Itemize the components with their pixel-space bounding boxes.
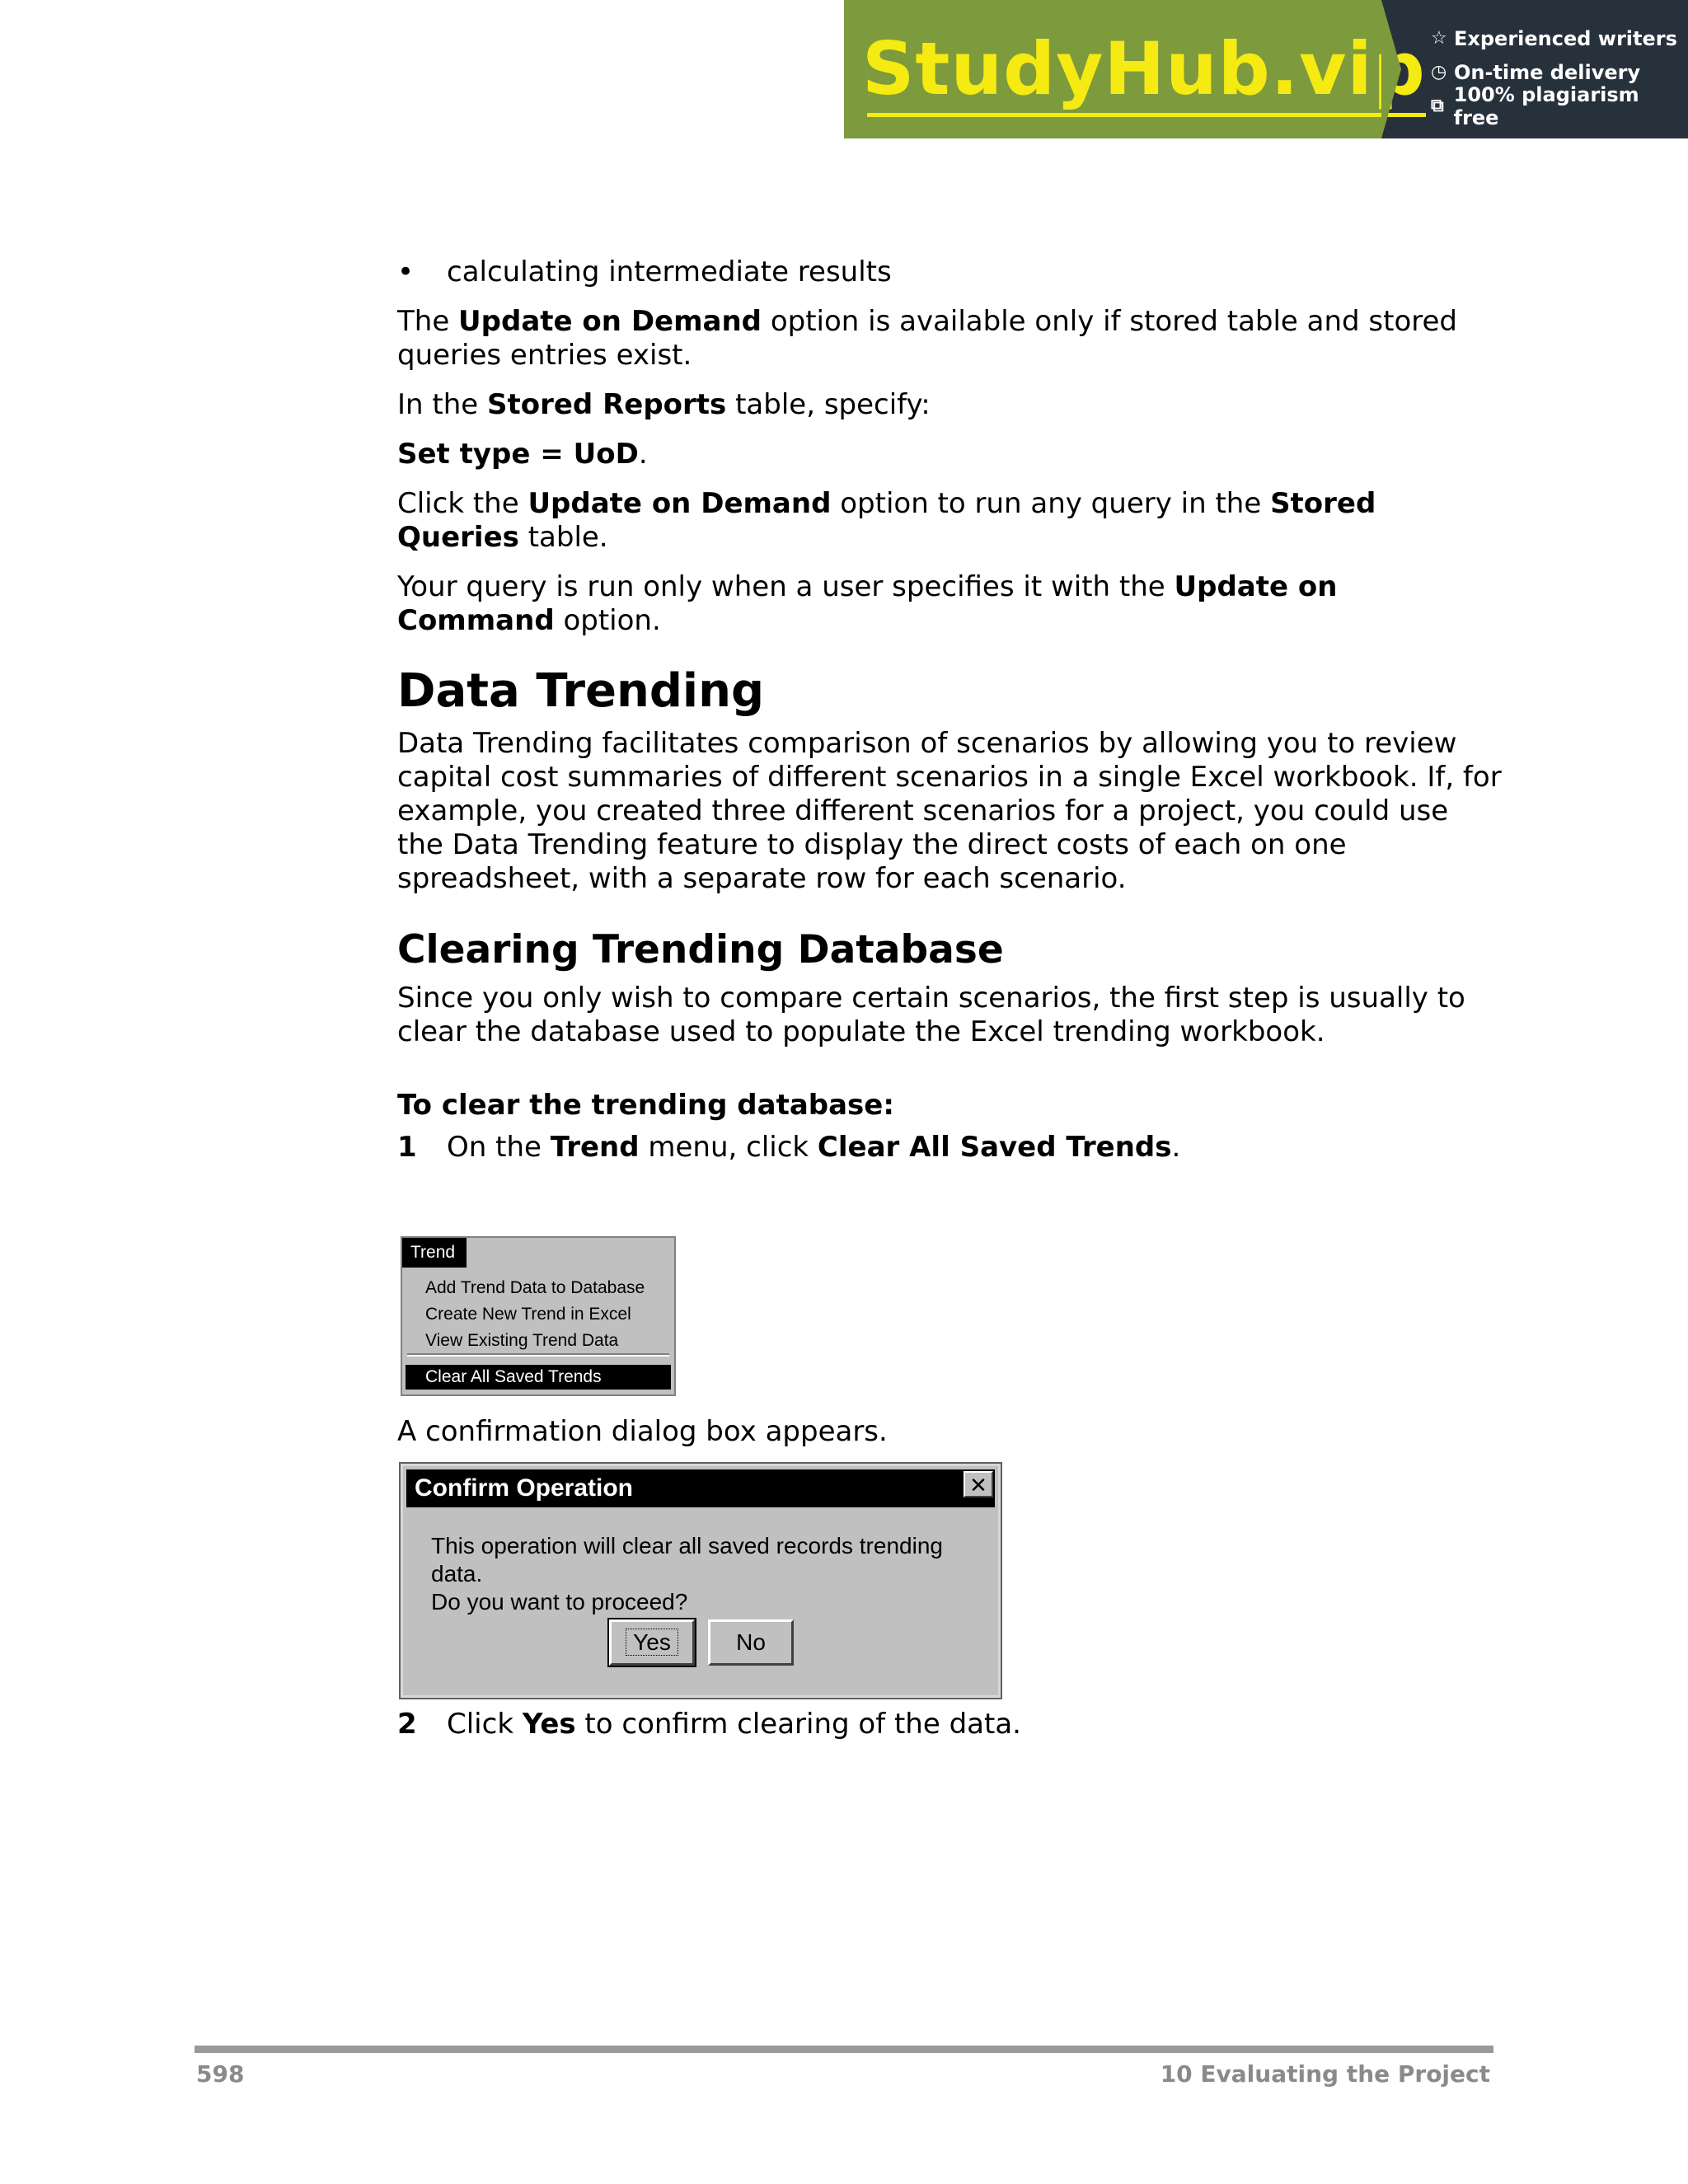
trend-menu-screenshot bbox=[401, 1236, 676, 1396]
feature-text: 100% plagiarism free bbox=[1453, 82, 1639, 129]
footer-rule bbox=[195, 2046, 1493, 2053]
paragraph: Data Trending facilitates comparison of scenarios by allowing you to review capital cost summaries of different scenarios in a single Excel workbook. If, for example, you created three different scenarios for a project, you could use the Data Trending feature to display the direct costs of each on one spreadsheet, with a separate row for each scenario. bbox=[397, 727, 1502, 895]
feature-row bbox=[1431, 82, 1688, 129]
paragraph: Since you only wish to compare certain scenarios, the first step is usually to clear the database used to populate the Excel trending workbook. bbox=[397, 982, 1465, 1048]
step-1 bbox=[397, 1131, 1502, 1165]
banner-underline bbox=[867, 113, 1426, 117]
page-content bbox=[397, 255, 1502, 1165]
feature-row bbox=[1431, 21, 1688, 55]
menu-item-view-trend[interactable]: View Existing Trend Data bbox=[425, 1331, 619, 1350]
bullet-icon: • bbox=[397, 255, 415, 288]
subsection-heading: Clearing Trending Database bbox=[397, 927, 1004, 972]
no-button[interactable]: No bbox=[708, 1619, 794, 1666]
step-text: On the Trend menu, click Clear All Saved Trends. bbox=[447, 1131, 1181, 1164]
paragraph: Click the Update on Demand option to run any query in the Stored Queries table. bbox=[397, 487, 1376, 554]
page-number: 598 bbox=[196, 2060, 245, 2088]
paragraph: Set type = UoD. bbox=[397, 438, 648, 471]
section-heading: Data Trending bbox=[397, 664, 765, 718]
star-icon: ☆ bbox=[1431, 28, 1447, 49]
banner-title: StudyHub.vip bbox=[862, 26, 1426, 111]
banner-logo bbox=[844, 0, 1426, 138]
paragraph: The Update on Demand option is available only if stored table and stored queries entries exist. bbox=[397, 305, 1458, 372]
chapter-title: 10 Evaluating the Project bbox=[1160, 2060, 1490, 2088]
menu-item-clear-all[interactable]: Clear All Saved Trends bbox=[406, 1365, 671, 1390]
paragraph: In the Stored Reports table, specify: bbox=[397, 388, 931, 421]
close-icon[interactable]: ✕ bbox=[964, 1471, 993, 1497]
bullet-text: calculating intermediate results bbox=[447, 255, 892, 288]
confirm-dialog-screenshot bbox=[401, 1464, 1001, 1698]
clock-icon: ◷ bbox=[1431, 62, 1447, 82]
dialog-message: This operation will clear all saved records trending data. Do you want to proceed? bbox=[431, 1533, 943, 1615]
procedure-label: To clear the trending database: bbox=[397, 1089, 894, 1122]
copy-icon: ⧉ bbox=[1431, 96, 1444, 116]
advert-banner[interactable] bbox=[844, 0, 1688, 138]
step-number: 1 bbox=[397, 1131, 417, 1164]
feature-text: On-time delivery bbox=[1454, 60, 1641, 84]
banner-features bbox=[1381, 0, 1688, 138]
menu-separator bbox=[407, 1353, 669, 1357]
menu-item-create-trend[interactable]: Create New Trend in Excel bbox=[425, 1305, 631, 1324]
step-text: Click Yes to confirm clearing of the data. bbox=[447, 1708, 1021, 1741]
dialog-title: Confirm Operation bbox=[406, 1469, 995, 1507]
menu-title[interactable]: Trend bbox=[402, 1238, 467, 1268]
bullet-item bbox=[397, 255, 1502, 289]
paragraph: Your query is run only when a user specifies it with the Update on Command option. bbox=[397, 570, 1338, 637]
menu-item-add-trend[interactable]: Add Trend Data to Database bbox=[425, 1278, 645, 1297]
feature-text: Experienced writers bbox=[1454, 26, 1677, 50]
step-2 bbox=[397, 1708, 1021, 1741]
paragraph: A confirmation dialog box appears. bbox=[397, 1415, 888, 1448]
step-number: 2 bbox=[397, 1708, 417, 1741]
yes-button[interactable]: Yes bbox=[609, 1619, 695, 1666]
